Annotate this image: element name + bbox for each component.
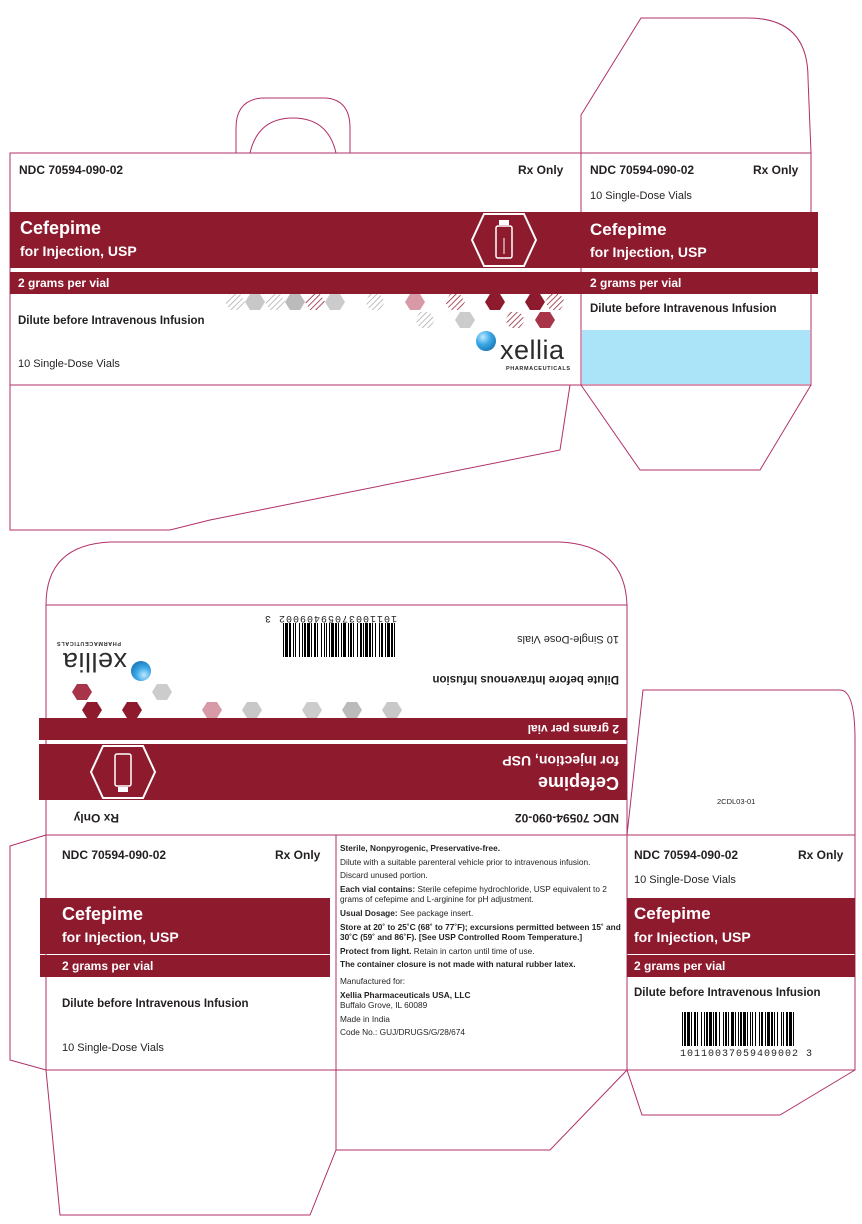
barcode-bar: [684, 1012, 686, 1046]
flip-vial-hexagon-icon: [89, 744, 157, 800]
barcode-bar: [789, 1012, 792, 1046]
barcode-bar: [719, 1012, 720, 1046]
dieline-code: 2CDL03-01: [717, 797, 756, 806]
rside-product-name: Cefepime: [634, 904, 711, 923]
barcode-bar: [353, 623, 354, 657]
info-panel: [340, 843, 622, 1041]
side-strength-label: 2 grams per vial: [590, 276, 682, 290]
barcode-bar: [394, 623, 395, 657]
front-rx-only-label: Rx Only: [275, 848, 321, 862]
barcode-bar: [293, 623, 294, 657]
barcode-bar: [363, 623, 364, 657]
flip-strength-label: 2 grams per vial: [527, 722, 619, 736]
info-protect: [340, 946, 622, 957]
barcode-bar: [731, 1012, 734, 1046]
side-count-label: 10 Single-Dose Vials: [590, 190, 692, 202]
barcode-bar: [728, 1012, 729, 1046]
product-subtitle: for Injection, USP: [20, 243, 137, 259]
barcode-bar: [350, 623, 352, 657]
front-product-name: Cefepime: [62, 904, 144, 924]
front-product-subtitle: for Injection, USP: [62, 929, 179, 945]
barcode-bar: [331, 623, 334, 657]
info-usual-text: See package insert.: [397, 907, 474, 918]
barcode-bar: [379, 623, 380, 657]
barcode-bar: [752, 1012, 753, 1046]
info-protect-text: Retain in carton until time of use.: [411, 945, 535, 956]
flip-count-label: 10 Single-Dose Vials: [517, 633, 619, 645]
side-ndc-label: NDC 70594-090-02: [590, 163, 695, 177]
barcode-bar: [682, 1012, 683, 1046]
barcode-bar: [335, 623, 337, 657]
barcode-bar: [385, 623, 386, 657]
barcode-bar: [324, 623, 325, 657]
barcode-bar: [375, 623, 376, 657]
dilute-label: Dilute before Intravenous Infusion: [18, 315, 205, 327]
barcode-bar: [767, 1012, 770, 1046]
info-store: Store at 20˚ to 25˚C (68˚ to 77˚F); excursions permitted between 15˚ and 30˚C (59˚ and 86˚F). [See USP Controlled Room Temperature.]: [340, 921, 621, 943]
flip-hexagon-pattern: [47, 680, 407, 720]
barcode-bar: [341, 623, 342, 657]
barcode-bar: [783, 1012, 784, 1046]
barcode-bar: [348, 623, 349, 657]
barcode-bar: [740, 1012, 742, 1046]
side-dilute-label: Dilute before Intravenous Infusion: [590, 303, 777, 315]
barcode-bar: [747, 1012, 748, 1046]
count-label: 10 Single-Dose Vials: [18, 358, 120, 370]
barcode-bar: [387, 623, 390, 657]
strength-label: 2 grams per vial: [18, 276, 110, 290]
barcode-bar: [713, 1012, 714, 1046]
barcode-bar: [761, 1012, 763, 1046]
info-protect-label: Protect from light.: [340, 945, 412, 956]
rside-count-label: 10 Single-Dose Vials: [634, 874, 736, 886]
barcode-bar: [369, 623, 371, 657]
ndc-label: NDC 70594-090-02: [19, 163, 124, 177]
hexagon-pattern: [220, 292, 580, 332]
product-name: Cefepime: [20, 218, 102, 238]
flip-xellia-logo-sub: PHARMACEUTICALS: [56, 640, 121, 646]
barcode-bar: [706, 1012, 708, 1046]
front-strength-label: 2 grams per vial: [62, 959, 154, 973]
barcode-bar: [691, 1012, 692, 1046]
flip-globe-icon: [131, 661, 151, 681]
barcode-bar: [687, 1012, 690, 1046]
flip-product-subtitle: for Injection, USP: [502, 753, 619, 769]
rside-rx-only-label: Rx Only: [798, 848, 844, 862]
barcode-bar: [289, 623, 291, 657]
info-code-no: Code No.: GUJ/DRUGS/G/28/674: [340, 1027, 465, 1038]
info-city: Buffalo Grove, IL 60089: [340, 1000, 428, 1011]
info-company: Xellia Pharmaceuticals USA, LLC: [340, 989, 471, 1000]
barcode-bar: [750, 1012, 751, 1046]
barcode-bar: [299, 623, 300, 657]
barcode-bar: [343, 623, 346, 657]
barcode-bar: [302, 623, 303, 657]
barcode-bar: [697, 1012, 698, 1046]
info-made-in: Made in India: [340, 1013, 390, 1024]
barcode-bar: [755, 1012, 756, 1046]
vial-hexagon-icon: [470, 212, 538, 268]
barcode-bar: [793, 1012, 794, 1046]
info-each-vial-text: Sterile cefepime hydrochloride, USP equivalent to 2 grams of cefepime and L-arginine for pH adjustment.: [340, 883, 607, 905]
info-sterile: Sterile, Nonpyrogenic, Preservative-free.: [340, 843, 501, 853]
barcode-bar: [311, 623, 312, 657]
barcode-bar: [381, 623, 383, 657]
rside-ndc-label: NDC 70594-090-02: [634, 848, 739, 862]
info-usual-label: Usual Dosage:: [340, 907, 398, 918]
barcode-bar: [317, 623, 318, 657]
barcode-bar: [295, 623, 296, 657]
upside-down-panel: [46, 605, 627, 835]
rside-strength-label: 2 grams per vial: [634, 959, 726, 973]
rx-only-label: Rx Only: [518, 163, 564, 177]
barcode-bar: [694, 1012, 696, 1046]
info-each-vial-label: Each vial contains:: [340, 883, 416, 894]
barcode-bar: [738, 1012, 739, 1046]
side-product-subtitle: for Injection, USP: [590, 244, 707, 260]
flip-barcode: [277, 623, 397, 657]
barcode-bar: [715, 1012, 717, 1046]
barcode-bar: [285, 623, 288, 657]
flip-barcode-digits: 10110037059409002 3: [263, 612, 397, 623]
barcode-bar: [372, 623, 373, 657]
info-discard: Discard unused portion.: [340, 870, 428, 881]
barcode-bar: [321, 623, 322, 657]
info-dilute-vehicle: Dilute with a suitable parenteral vehicle prior to intravenous infusion.: [340, 856, 591, 867]
barcode-bar: [786, 1012, 788, 1046]
barcode: [680, 1012, 800, 1048]
barcode-digits: 10110037059409002 3: [680, 1049, 814, 1060]
rside-product-subtitle: for Injection, USP: [634, 929, 751, 945]
barcode-bar: [777, 1012, 778, 1046]
barcode-bar: [329, 623, 330, 657]
info-usual: [340, 908, 622, 919]
xellia-logo: xellia: [500, 335, 565, 365]
info-latex: The container closure is not made with natural rubber latex.: [340, 959, 576, 970]
barcode-bar: [307, 623, 310, 657]
barcode-bar: [771, 1012, 773, 1046]
barcode-bar: [326, 623, 327, 657]
barcode-bar: [360, 623, 362, 657]
side-product-name: Cefepime: [590, 220, 667, 239]
flip-dilute-label: Dilute before Intravenous Infusion: [432, 673, 619, 685]
barcode-bar: [743, 1012, 746, 1046]
info-each-vial: [340, 884, 622, 905]
barcode-bar: [701, 1012, 702, 1046]
barcode-bar: [735, 1012, 736, 1046]
side-rx-only-label: Rx Only: [753, 163, 799, 177]
blank-blue-area: [582, 330, 810, 384]
barcode-bar: [704, 1012, 705, 1046]
barcode-bar: [365, 623, 368, 657]
barcode-bar: [283, 623, 284, 657]
front-ndc-label: NDC 70594-090-02: [62, 848, 167, 862]
front-count-label: 10 Single-Dose Vials: [62, 1042, 164, 1054]
xellia-logo-sub: PHARMACEUTICALS: [506, 366, 571, 372]
barcode-bar: [759, 1012, 760, 1046]
barcode-bar: [781, 1012, 782, 1046]
barcode-bar: [765, 1012, 766, 1046]
globe-icon: [476, 331, 496, 351]
barcode-bar: [774, 1012, 775, 1046]
barcode-bar: [391, 623, 393, 657]
flip-ndc-label: NDC 70594-090-02: [514, 811, 619, 825]
flip-xellia-logo: xellia: [62, 647, 127, 677]
barcode-bar: [725, 1012, 727, 1046]
flip-rx-only-label: Rx Only: [73, 811, 119, 825]
barcode-bar: [314, 623, 316, 657]
barcode-bar: [709, 1012, 712, 1046]
barcode-bar: [338, 623, 339, 657]
front-dilute-label: Dilute before Intravenous Infusion: [62, 998, 249, 1010]
flip-product-name: Cefepime: [537, 773, 619, 793]
barcode-bar: [357, 623, 358, 657]
rside-dilute-label: Dilute before Intravenous Infusion: [634, 987, 821, 999]
info-mfd-for: Manufactured for:: [340, 975, 406, 986]
barcode-bar: [304, 623, 306, 657]
barcode-bar: [723, 1012, 724, 1046]
